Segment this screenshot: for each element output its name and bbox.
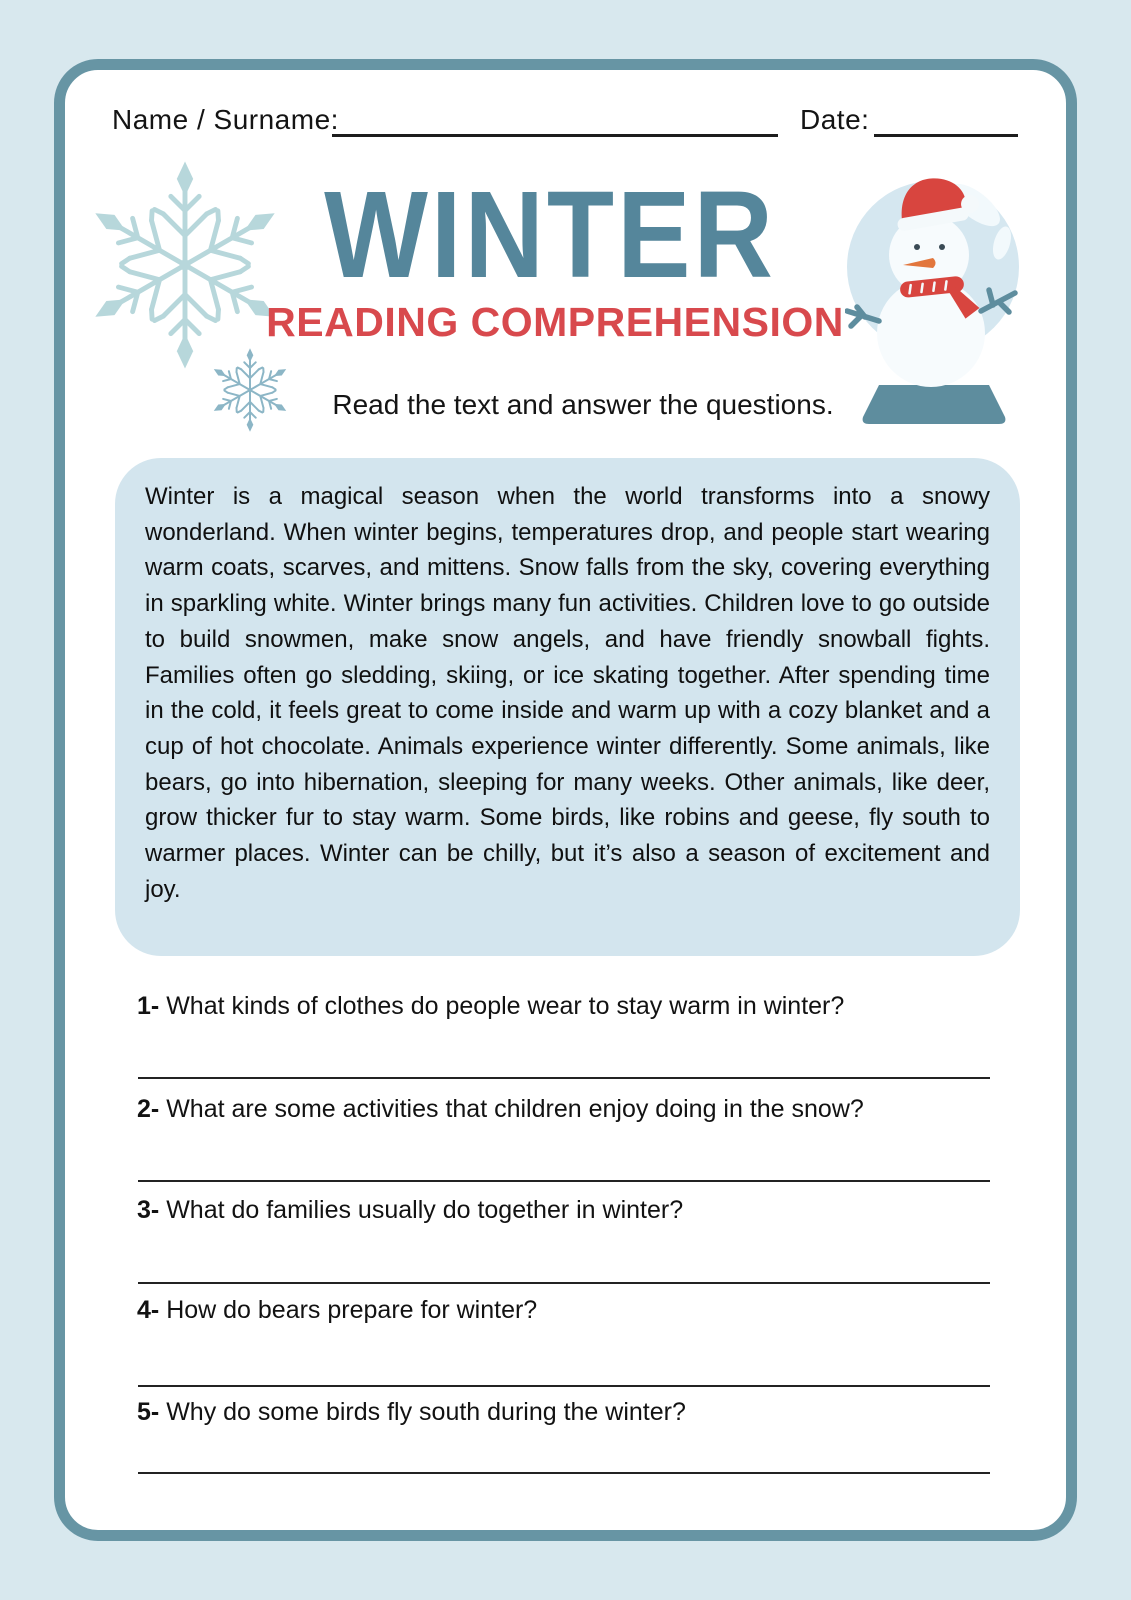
page-subtitle: READING COMPREHENSION	[266, 299, 844, 345]
question-5-number: 5-	[137, 1398, 160, 1426]
question-2-text: What are some activities that children enjoy doing in the snow?	[166, 1095, 864, 1123]
question-2	[137, 1095, 997, 1124]
question-1-text: What kinds of clothes do people wear to stay warm in winter?	[166, 992, 845, 1020]
question-2-number: 2-	[137, 1095, 160, 1123]
reading-passage-box	[115, 458, 1020, 956]
date-input-line[interactable]	[874, 134, 1018, 137]
question-3-number: 3-	[137, 1196, 160, 1224]
reading-passage-text: Winter is a magical season when the world transforms into a snowy wonderland. When winter begins, temperatures drop, and people start wearing warm coats, scarves, and mittens. Snow falls from the sky, covering everything in sparkling white. Winter brings many fun activities. Children love to go outside to build snowmen, make snow angels, and have friendly snowball fights. Families often go sledding, skiing, or ice skating together. After spending time in the cold, it feels great to come inside and warm up with a cozy blanket and a cup of hot chocolate. Animals experience winter differently. Some animals, like bears, go into hibernation, sleeping for many weeks. Other animals, like deer, grow thicker fur to stay warm. Some birds, like robins and geese, fly south to warmer places. Winter can be chilly, but it’s also a season of excitement and joy.	[145, 483, 990, 903]
answer-line-5[interactable]	[138, 1472, 990, 1474]
answer-line-4[interactable]	[138, 1385, 990, 1387]
answer-line-3[interactable]	[138, 1282, 990, 1284]
question-1	[137, 992, 997, 1021]
question-5	[137, 1398, 997, 1427]
instruction-text: Read the text and answer the questions.	[332, 389, 834, 420]
page-title: WINTER	[324, 166, 776, 304]
question-4-text: How do bears prepare for winter?	[166, 1296, 538, 1324]
answer-line-1[interactable]	[138, 1077, 990, 1079]
question-3-text: What do families usually do together in winter?	[166, 1196, 684, 1224]
question-4-number: 4-	[137, 1296, 160, 1324]
question-5-text: Why do some birds fly south during the winter?	[166, 1398, 686, 1426]
snow-globe-snowman-icon	[845, 163, 1025, 425]
question-3	[137, 1196, 997, 1225]
answer-line-2[interactable]	[138, 1180, 990, 1182]
name-surname-label: Name / Surname:	[112, 104, 339, 135]
name-input-line[interactable]	[332, 134, 778, 137]
question-1-number: 1-	[137, 992, 160, 1020]
date-label: Date:	[800, 104, 870, 135]
question-4	[137, 1296, 997, 1325]
